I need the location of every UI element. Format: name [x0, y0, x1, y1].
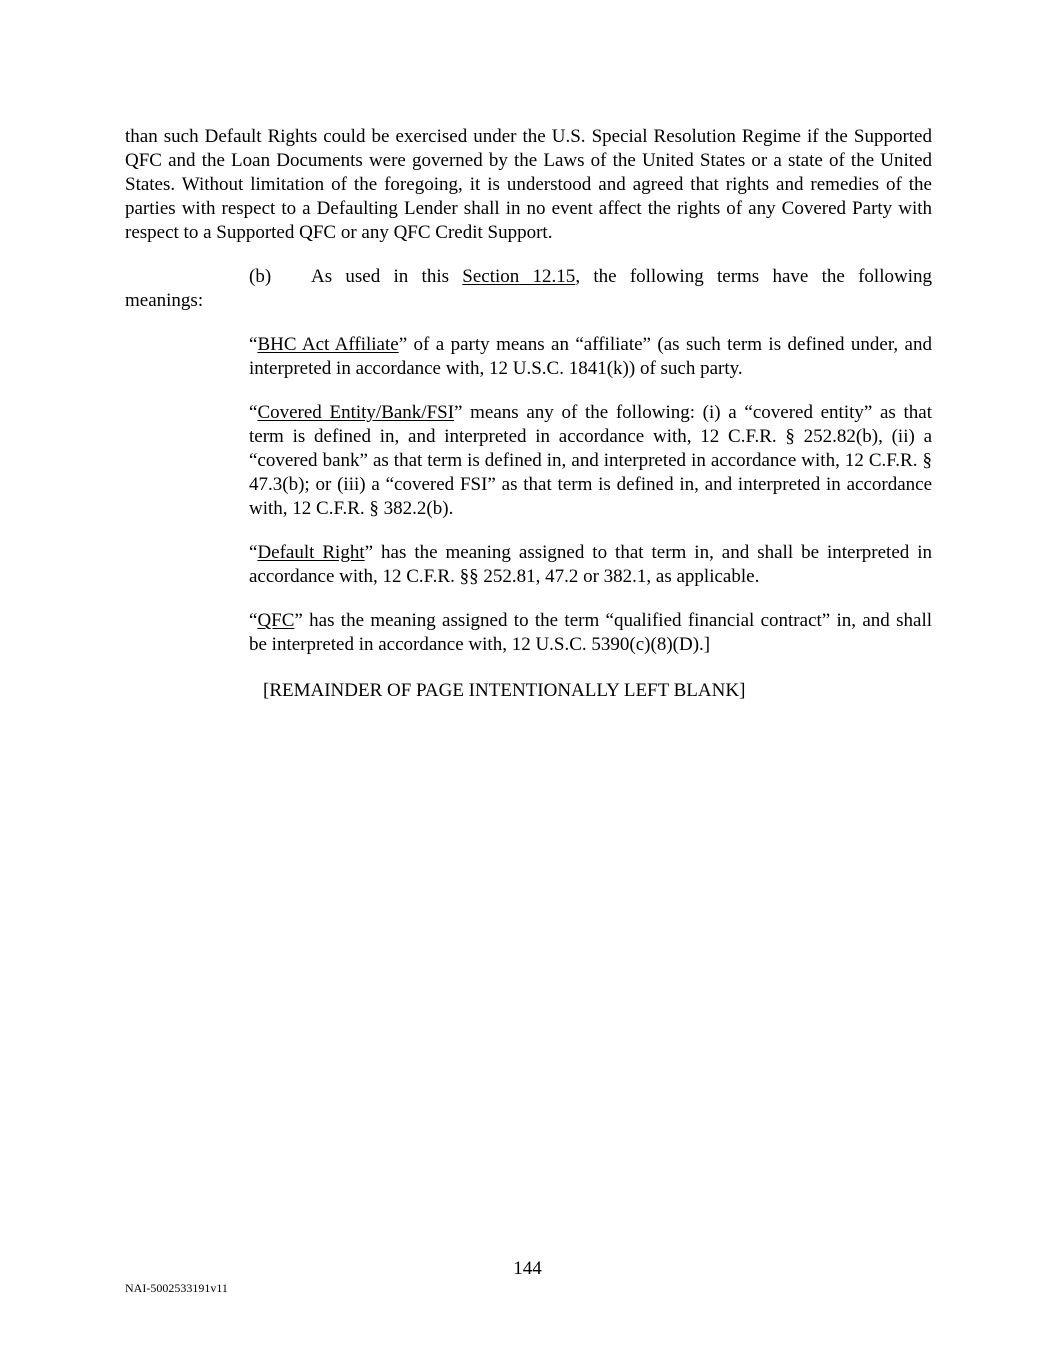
- lead-paragraph: than such Default Rights could be exercised under the U.S. Special Resolution Regime if the Supported QFC and the Loan Documents were governed by the Laws of the United States or a state of the United States. Without limitation of the foregoing, it is understood and agreed that rights and remedies of the parties with respect to a Defaulting Lender shall in no event affect the rights of any Covered Party with respect to a Supported QFC or any QFC Credit Support.: [125, 126, 932, 243]
- subsection-continuation: meanings:: [125, 290, 204, 311]
- defined-term: Covered Entity/Bank/FSI: [257, 402, 455, 423]
- subsection-intro: [311, 265, 932, 289]
- definition-default-right: [249, 541, 932, 589]
- section-reference: Section 12.15: [462, 266, 576, 287]
- defined-term: QFC: [257, 610, 295, 631]
- page-number: 144: [513, 1258, 542, 1279]
- definition-bhc-act-affiliate: [249, 333, 932, 381]
- definition-body: ” has the meaning assigned to the term “qualified financial contract” in, and shall be interpreted in accordance with, 12 U.S.C. 5390(c)(8)(D).]: [249, 610, 932, 655]
- open-quote: “: [249, 610, 258, 631]
- definition-covered-entity: [249, 401, 932, 521]
- open-quote: “: [249, 402, 258, 423]
- definition-body: ” of a party means an “affiliate” (as such term is defined under, and interpreted in accordance with, 12 U.S.C. 1841(k)) of such party.: [249, 334, 932, 379]
- subsection-label: (b): [249, 266, 272, 287]
- subsection-text-after: , the following terms have the following: [575, 266, 932, 287]
- defined-term: Default Right: [257, 542, 365, 563]
- definition-qfc: [249, 609, 932, 657]
- subsection-text-before: As used in this: [311, 266, 463, 287]
- defined-term: BHC Act Affiliate: [257, 334, 399, 355]
- document-id: NAI-5002533191v11: [125, 1281, 228, 1295]
- definition-body: ” has the meaning assigned to that term in, and shall be interpreted in accordance with, 12 C.F.R. §§ 252.81, 47.2 or 382.1, as applicable.: [249, 542, 933, 587]
- definition-body: ” means any of the following: (i) a “covered entity” as that term is defined in, and interpreted in accordance with, 12 C.F.R. § 252.82(b), (ii) a “covered bank” as that term is defined in, and interpreted in accordance with, 12 C.F.R. § 47.3(b); or (iii) a “covered FSI” as that term is defined in, and interpreted in accordance with, 12 C.F.R. § 382.2(b).: [249, 402, 932, 519]
- open-quote: “: [249, 334, 258, 355]
- remainder-notice: [REMAINDER OF PAGE INTENTIONALLY LEFT BLANK]: [263, 680, 746, 701]
- open-quote: “: [249, 542, 258, 563]
